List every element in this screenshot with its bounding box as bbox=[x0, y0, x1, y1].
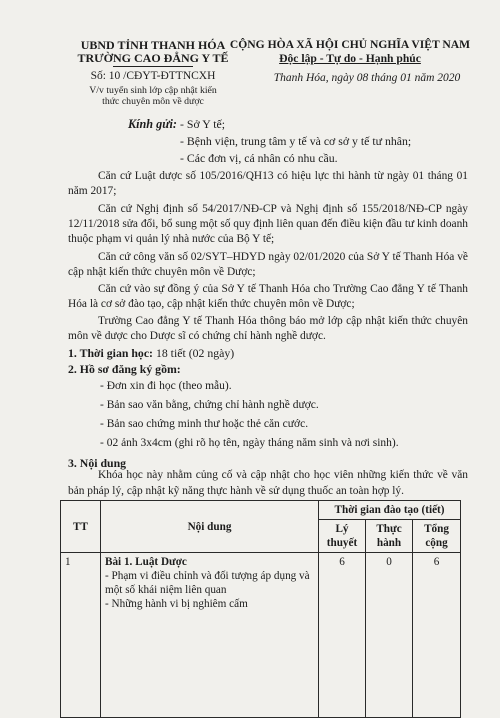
org-underline bbox=[113, 66, 193, 67]
recipient-label: Kính gửi: bbox=[128, 117, 177, 131]
row-content bbox=[101, 553, 319, 718]
paragraph-legal-3: Căn cứ công văn số 02/SYT–HDYD ngày 02/01/2020 của Sở Y tế Thanh Hóa về cập nhật kiến thức chuyên môn về Dược; bbox=[68, 251, 468, 278]
document-item: - Bản sao văn bằng, chứng chỉ hành nghề dược. bbox=[100, 399, 319, 411]
section-time-value: 18 tiết (02 ngày) bbox=[155, 346, 235, 360]
curriculum-table bbox=[60, 500, 461, 718]
row-tt: 1 bbox=[61, 553, 101, 718]
document-item: - Đơn xin đi học (theo mẫu). bbox=[100, 380, 232, 392]
col-tt: TT bbox=[61, 501, 101, 553]
col-total: Tổng cộng bbox=[413, 520, 461, 553]
row-practice: 0 bbox=[366, 553, 413, 718]
section-documents-heading: 2. Hồ sơ đăng ký gồm: bbox=[68, 362, 181, 376]
table-row bbox=[61, 553, 461, 718]
paragraph-legal-4: Căn cứ vào sự đồng ý của Sở Y tế Thanh Hóa cho Trường Cao đẳng Y tế Thanh Hóa là cơ sở đào tạo, cập nhật kiến thức chuyên môn về Dược; bbox=[68, 283, 468, 310]
subject-line-1: V/v tuyển sinh lớp cập nhật kiến bbox=[89, 85, 217, 96]
col-content: Nội dung bbox=[101, 501, 319, 553]
doc-number: Số: 10 /CĐYT-ĐTTNCXH bbox=[90, 70, 216, 82]
lesson-line: - Phạm vi điều chỉnh và đối tượng áp dụng và một số khái niệm liên quan bbox=[105, 570, 310, 596]
paragraph-legal-2: Căn cứ Nghị định số 54/2017/NĐ-CP và Nghị định số 155/2018/NĐ-CP ngày 12/11/2018 sửa đổi, bổ sung một số quy định liên quan đến điều kiện đầu tư kinh doanh thuộc phạm vi quản lý nhà nước của Bộ Y tế; bbox=[68, 203, 468, 245]
section-time-heading: 1. Thời gian học: bbox=[68, 346, 153, 360]
table-header-row bbox=[61, 501, 461, 520]
motto: Độc lập - Tự do - Hạnh phúc bbox=[279, 52, 421, 65]
col-theory: Lý thuyết bbox=[319, 520, 366, 553]
org-name: TRƯỜNG CAO ĐẲNG Y TẾ bbox=[77, 51, 229, 65]
org-parent: UBND TỈNH THANH HÓA bbox=[80, 38, 226, 52]
col-practice: Thực hành bbox=[366, 520, 413, 553]
recipient-item: - Các đơn vị, cá nhân có nhu cầu. bbox=[180, 151, 338, 165]
date-line: Thanh Hóa, ngày 08 tháng 01 năm 2020 bbox=[273, 72, 461, 84]
section-content-intro: Khóa học này nhằm củng cố và cập nhật cho học viên những kiến thức về văn bản pháp lý, cập nhật kỹ năng thực hành về sử dụng thuốc an toàn hợp lý. bbox=[68, 469, 468, 497]
lesson-title: Bài 1. Luật Dược bbox=[105, 556, 187, 568]
nation-title: CỘNG HÒA XÃ HỘI CHỦ NGHĨA VIỆT NAM bbox=[229, 38, 471, 51]
section-content-heading: 3. Nội dung bbox=[68, 456, 127, 470]
recipient-item: - Bệnh viện, trung tâm y tế và cơ sở y tế tư nhân; bbox=[180, 134, 412, 148]
col-training-time: Thời gian đào tạo (tiết) bbox=[319, 501, 461, 520]
document-item: - Bản sao chứng minh thư hoặc thẻ căn cước. bbox=[100, 418, 309, 430]
paragraph-legal-1: Căn cứ Luật dược số 105/2016/QH13 có hiệu lực thi hành từ ngày 01 tháng 01 năm 2017; bbox=[68, 170, 468, 197]
row-theory: 6 bbox=[319, 553, 366, 718]
recipient-item: - Sở Y tế; bbox=[180, 117, 226, 131]
lesson-line: - Những hành vi bị nghiêm cấm bbox=[105, 598, 248, 610]
paragraph-announcement: Trường Cao đẳng Y tế Thanh Hóa thông báo mở lớp cập nhật kiến thức chuyên môn về dược cho Dược sĩ có chứng chỉ hành nghề dược. bbox=[68, 315, 468, 342]
subject-line-2: thức chuyên môn về dược bbox=[102, 96, 204, 107]
row-total: 6 bbox=[413, 553, 461, 718]
document-item: - 02 ảnh 3x4cm (ghi rõ họ tên, ngày tháng năm sinh và nơi sinh). bbox=[100, 437, 399, 449]
section-time bbox=[68, 346, 234, 361]
